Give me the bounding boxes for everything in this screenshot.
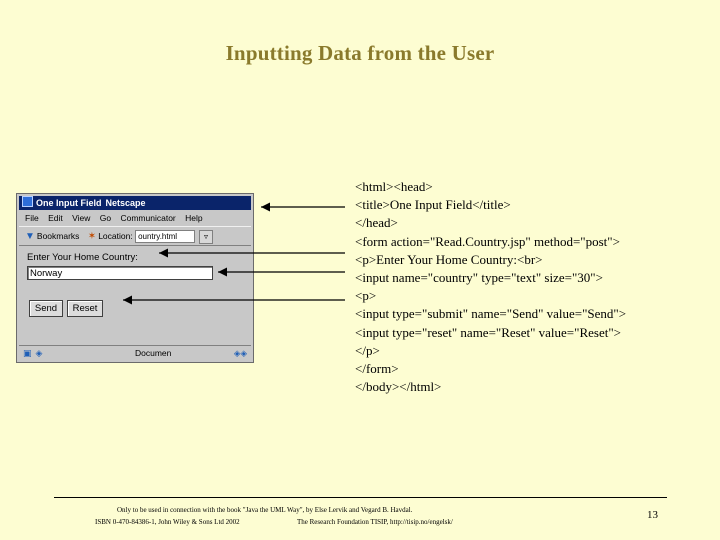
code-line: <title>One Input Field</title> bbox=[355, 197, 511, 213]
html-source-code bbox=[355, 178, 626, 396]
location-input[interactable]: ountry.html bbox=[135, 230, 195, 243]
location-label: Location: bbox=[98, 231, 133, 241]
country-input[interactable]: Norway bbox=[27, 266, 213, 280]
footer-divider bbox=[54, 497, 667, 498]
code-line: </form> bbox=[355, 361, 399, 377]
status-text: Documen bbox=[135, 348, 172, 358]
menu-help[interactable]: Help bbox=[185, 213, 203, 223]
status-component-icons: ◈◈ bbox=[233, 348, 247, 358]
menu-edit[interactable]: Edit bbox=[48, 213, 63, 223]
menu-file[interactable]: File bbox=[25, 213, 39, 223]
code-line: <html><head> bbox=[355, 179, 433, 194]
security-lock-icon: ▣ bbox=[23, 348, 32, 358]
menu-go[interactable]: Go bbox=[99, 213, 112, 223]
code-line: <form action="Read.Country.jsp" method="post"> bbox=[355, 233, 620, 249]
code-line: </head> bbox=[355, 215, 398, 231]
app-name: Netscape bbox=[105, 198, 146, 208]
code-line: </p> bbox=[355, 342, 380, 358]
footer-publisher: The Research Foundation TISIP, http://tisip.no/engelsk/ bbox=[297, 518, 453, 526]
bookmarks-icon: ▼ bbox=[25, 230, 35, 242]
footer-copyright-note: Only to be used in connection with the book "Java the UML Way", by Else Lervik and Vegard B. Havdal. bbox=[117, 506, 413, 514]
code-line: </body></html> bbox=[355, 379, 442, 395]
code-line: <input name="country" type="text" size="30"> bbox=[355, 270, 603, 286]
location-icon: ✶ bbox=[87, 230, 97, 242]
reset-button[interactable]: Reset bbox=[67, 300, 103, 317]
window-title: One Input Field bbox=[36, 198, 102, 208]
menu-view[interactable]: View bbox=[72, 213, 91, 223]
code-line: <p>Enter Your Home Country:<br> bbox=[355, 251, 543, 267]
page-number: 13 bbox=[647, 509, 658, 521]
slide-title: Inputting Data from the User bbox=[225, 41, 495, 65]
country-prompt: Enter Your Home Country: bbox=[27, 252, 138, 263]
bookmarks-button[interactable]: Bookmarks bbox=[36, 231, 80, 241]
code-line: <p> bbox=[355, 288, 377, 304]
whats-related-icon[interactable]: ▿ bbox=[199, 230, 213, 244]
send-button[interactable]: Send bbox=[29, 300, 63, 317]
component-bar-icon: ◈ bbox=[35, 348, 43, 358]
code-line: <input type="submit" name="Send" value="Send"> bbox=[355, 306, 627, 322]
footer-isbn: ISBN 0-470-84386-1, John Wiley & Sons Ltd 2002 bbox=[95, 518, 240, 526]
menu-communicator[interactable]: Communicator bbox=[120, 213, 176, 223]
code-line: <input type="reset" name="Reset" value="Reset"> bbox=[355, 324, 621, 340]
